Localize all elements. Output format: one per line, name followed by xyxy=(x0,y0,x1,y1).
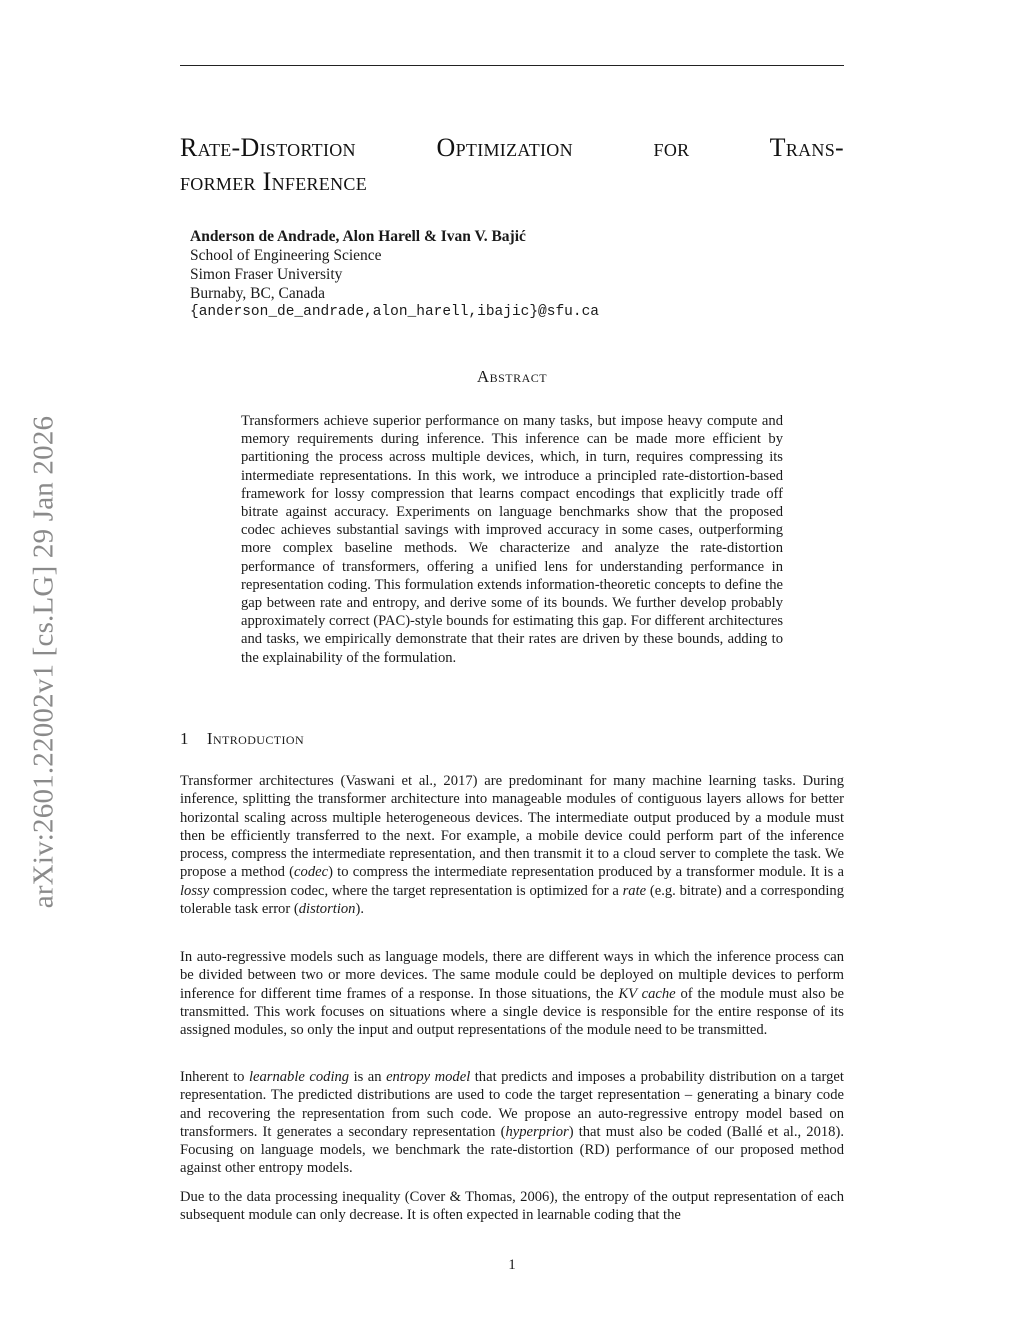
author-block xyxy=(190,227,599,322)
intro-p1-text-a: Transformer architectures (Vaswani et al., 2017) are predominant for many machine learning tasks. During inference, splitting the transformer architecture into manageable modules of contiguous layers allows for better horizontal scaling across multiple heterogeneous devices. The intermediate output produced by a module must then be efficiently transferred to the next. For example, a mobile device could perform part of the inference process, compress the intermediate representation, and then transmit it to a cloud server to complete the task. We propose a method ( xyxy=(180,773,844,881)
intro-p1-text-e: ). xyxy=(355,901,364,918)
intro-p3-text-b: is an xyxy=(349,1069,387,1085)
intro-p2-text-b: of the module must also be transmitted. This work focuses on situations where a single device is responsible for the entire response of its assigned modules, so only the input and output representations of the module need to be transmitted. xyxy=(180,985,844,1039)
author-names: Anderson de Andrade, Alon Harell & Ivan V. Bajić xyxy=(190,228,526,245)
intro-p1-emph-codec: codec xyxy=(294,864,329,881)
intro-p1-emph-distortion: distortion xyxy=(298,901,356,918)
intro-p2-text-a: In auto-regressive models such as language models, there are different ways in which the inference process can be divided between two or more devices. The same module could be deployed on multiple devices to perform inference for different time frames of a response. In those situations, the xyxy=(180,949,844,1002)
intro-p2-emph-kv-cache: KV cache xyxy=(618,985,676,1002)
intro-p3-text-c: that predicts and imposes a probability distribution on a target representation. The predicted distributions are used to code the target representation – generating a binary code and recovering the representation from such code. We propose an auto-regressive entropy model based on transformers. It generates a secondary representation ( xyxy=(180,1069,844,1140)
abstract-text: Transformers achieve superior performance on many tasks, but impose heavy compute and memory requirements during inference. This inference can be made more efficient by partitioning the process across multiple devices, which, in turn, requires compressing its intermediate representations. In this work, we introduce a principled rate-distortion-based framework for lossy compression that learns compact encodings that explicitly trade off bitrate against accuracy. Experiments on language benchmarks show that the proposed codec achieves substantial savings with improved accuracy in some cases, outperforming more complex baseline methods. We characterize and analyze the rate-distortion performance of transformers, offering a unified lens for understanding performance in representation coding. This formulation extends information-theoretic concepts to define the gap between rate and entropy, and derive some of its bounds. We further develop probably approximately correct (PAC)-style bounds for estimating this gap. For different architectures and tasks, we empirically demonstrate that their rates are driven by these bounds, adding to the explainability of the formulation. xyxy=(241,413,783,666)
intro-paragraph-2 xyxy=(180,948,844,1039)
section-heading-introduction xyxy=(180,729,304,749)
intro-p3-emph-hyperprior: hyperprior xyxy=(505,1123,569,1140)
intro-p1-emph-lossy: lossy xyxy=(180,882,210,899)
intro-p1-text-c: compression codec, where the target representation is optimized for a xyxy=(209,882,623,899)
intro-paragraph-3 xyxy=(180,1068,844,1178)
affiliation-university: Simon Fraser University xyxy=(190,266,343,283)
intro-p3-emph-learnable-coding: learnable coding xyxy=(248,1069,350,1085)
abstract-heading: Abstract xyxy=(476,367,548,386)
section-title: Introduction xyxy=(206,729,305,748)
intro-p3-text-a: Inherent to xyxy=(180,1069,249,1085)
affiliation-location: Burnaby, BC, Canada xyxy=(190,285,326,302)
arxiv-identifier-text: arXiv:2601.22002v1 [cs.LG] 29 Jan 2026 xyxy=(27,415,60,909)
intro-p1-emph-rate: rate xyxy=(622,882,647,899)
top-rule xyxy=(180,65,844,66)
intro-paragraph-4: Due to the data processing inequality (Cover & Thomas, 2006), the entropy of the output representation of each subsequent module can only decrease. It is often expected in learnable coding that the xyxy=(180,1189,844,1224)
paper-title-line-1: Rate-Distortion Optimization for Trans- xyxy=(180,133,844,162)
intro-p1-text-b: ) to compress the intermediate representation produced by a transformer module. It is a xyxy=(328,864,844,881)
intro-p1-text-d: (e.g. bitrate) and a corresponding tolerable task error ( xyxy=(180,882,844,918)
paper-title-line-2: former Inference xyxy=(180,167,367,196)
intro-paragraph-1 xyxy=(180,772,844,918)
intro-p3-text-d: ) that must also be coded (Ballé et al., 2018). Focusing on language models, we benchmark the rate-distortion (RD) performance of our proposed method against other entropy models. xyxy=(180,1123,844,1177)
section-number: 1 xyxy=(180,729,189,748)
affiliation-department: School of Engineering Science xyxy=(190,247,382,264)
author-emails: {anderson_de_andrade,alon_harell,ibajic}@sfu.ca xyxy=(190,304,599,320)
page-number: 1 xyxy=(508,1257,516,1273)
paper-title xyxy=(180,131,844,199)
intro-p3-emph-entropy-model: entropy model xyxy=(386,1069,471,1085)
